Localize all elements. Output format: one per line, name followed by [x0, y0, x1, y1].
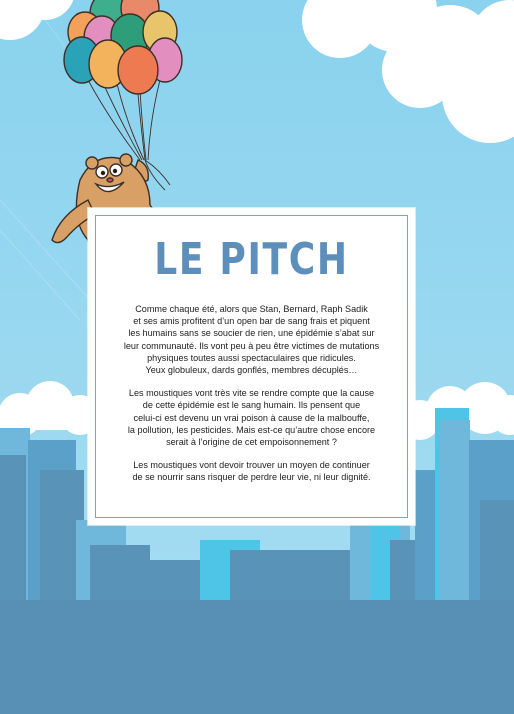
text-line: Les moustiques vont devoir trouver un moyen de continuer	[133, 460, 370, 471]
text-line: serait à l’origine de cet empoisonnement ?	[166, 437, 337, 448]
page-title: LE PITCH	[154, 234, 349, 285]
paragraph-1	[106, 303, 397, 376]
text-line: de cette épidémie est le sang humain. Ils pensent que	[142, 400, 361, 411]
text-line: leur communauté. Ils vont peu à peu être victimes de mutations	[123, 340, 380, 351]
balloon-bunch-icon	[64, 0, 182, 94]
paragraph-3	[106, 459, 397, 483]
text-line: physiques toutes aussi spectaculaires que ridicules.	[147, 352, 356, 363]
text-line: la pollution, les pesticides. Mais est-ce qu’autre chose encore	[127, 424, 376, 435]
text-line: de se nourrir sans risquer de perdre leur vie, ni leur dignité.	[132, 472, 371, 483]
pitch-card	[88, 208, 415, 525]
text-line: les humains sans se soucier de rien, une épidémie s’abat sur	[128, 328, 375, 339]
text-line: et ses amis profitent d’un open bar de sang frais et piquent	[133, 316, 370, 327]
text-line: Les moustiques vont très vite se rendre compte que la cause	[128, 388, 375, 399]
text-line: celui-ci est devenu un vrai poison à cause de la malbouffe,	[133, 412, 370, 423]
text-line: Yeux globuleux, dards gonflés, membres décuplés…	[145, 365, 358, 376]
pitch-text	[106, 303, 397, 495]
paragraph-2	[106, 387, 397, 448]
text-line: Comme chaque été, alors que Stan, Bernard, Raph Sadik	[135, 304, 368, 314]
